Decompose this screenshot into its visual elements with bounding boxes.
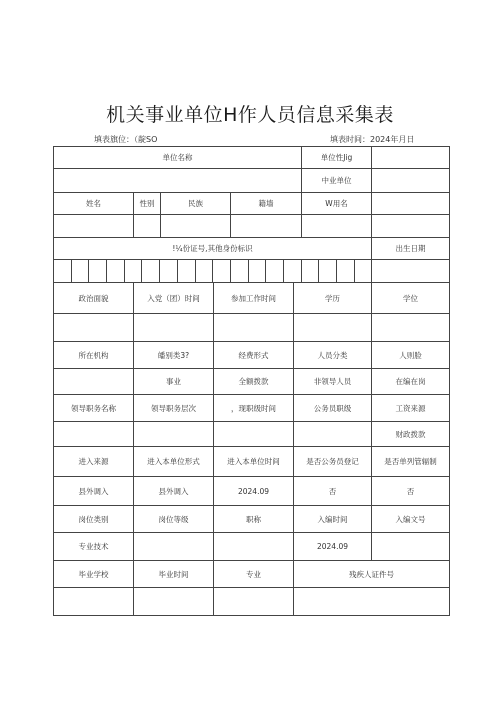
form-row-entry-values	[54, 477, 449, 506]
funding-value: 全额拨款	[214, 369, 294, 394]
public-unit-value: 中业单位	[302, 169, 372, 192]
form-row-political-headers	[54, 283, 449, 314]
leader-post-level-field[interactable]	[134, 422, 214, 446]
form-row-political-values	[54, 314, 449, 342]
id-digit-box[interactable]	[196, 260, 214, 282]
birth-date-field[interactable]	[372, 260, 449, 282]
name-field[interactable]	[54, 215, 134, 237]
degree-label: 学位	[403, 293, 418, 303]
form-row-institution-values	[54, 369, 449, 395]
title-field[interactable]	[214, 533, 294, 560]
education-label: 学历	[294, 283, 372, 313]
id-digit-box[interactable]	[231, 260, 249, 282]
work-start-time-field[interactable]	[214, 314, 294, 341]
form-row-unit-value	[54, 169, 449, 193]
id-digit-box[interactable]	[89, 260, 107, 282]
personnel-category-label: 人员分类	[294, 342, 372, 368]
gender-label: 性别	[134, 193, 161, 214]
salary-value: 财政拨款	[395, 429, 426, 439]
form-row-post-values	[54, 533, 449, 561]
enrollment-time-value: 2024.09	[294, 533, 372, 560]
personnel-value: 非领导人员	[294, 369, 372, 394]
institution-label: 所在机构	[54, 342, 134, 368]
id-digit-box[interactable]	[72, 260, 90, 282]
leader-post-level-label: 领导职务层次	[134, 395, 214, 421]
registered-value: 否	[294, 477, 372, 505]
id-digit-box[interactable]	[213, 260, 231, 282]
degree-field[interactable]	[372, 314, 449, 341]
leader-post-name-field[interactable]	[54, 422, 134, 446]
entry-source-label: 进入来源	[54, 447, 134, 476]
status-value: 在编在岗	[395, 377, 426, 386]
ethnicity-field[interactable]	[161, 215, 231, 237]
civil-servant-rank-field[interactable]	[294, 422, 372, 446]
enrollment-time-label: 入编时间	[294, 506, 372, 532]
education-field[interactable]	[294, 314, 372, 341]
institution-value: 事业	[134, 369, 214, 394]
info-form-table	[53, 146, 450, 616]
political-status-label: 政治面貌	[54, 283, 134, 313]
id-digit-box[interactable]	[249, 260, 267, 282]
current-level-time-field[interactable]	[214, 422, 294, 446]
native-place-label: 籍墙	[231, 193, 302, 214]
post-level-label: 岗位等级	[134, 506, 214, 532]
id-digit-box[interactable]	[320, 260, 338, 282]
work-start-time-label: 参加工作时间	[214, 283, 294, 313]
post-category-label: 岗位类别	[54, 506, 134, 532]
id-digit-box[interactable]	[54, 260, 72, 282]
form-row-school-headers	[54, 561, 449, 588]
form-row-leadership-headers	[54, 395, 449, 422]
separate-value: 否	[406, 486, 415, 496]
civil-servant-registered-label: 是否公务员登记	[294, 447, 372, 476]
institution-field[interactable]	[54, 369, 134, 394]
form-row-unit	[54, 147, 449, 169]
unit-fill-label: 填表旗位：（靛SO	[94, 135, 158, 144]
graduation-time-label: 毕业时间	[134, 561, 214, 587]
title-label: 职称	[214, 506, 294, 532]
id-digit-box[interactable]	[125, 260, 143, 282]
used-name-field[interactable]	[302, 215, 372, 237]
disability-cert-field[interactable]	[294, 588, 449, 616]
entry-time-value: 2024.09	[214, 477, 294, 505]
id-digit-box[interactable]	[355, 260, 372, 282]
form-row-leadership-values	[54, 422, 449, 447]
name-label: 姓名	[54, 193, 134, 214]
school-label: 毕业学校	[54, 561, 134, 587]
entry-source-value: 县外调入	[54, 477, 134, 505]
enrollment-doc-label: 入编文号	[395, 514, 426, 524]
native-place-field[interactable]	[231, 215, 302, 237]
major-field[interactable]	[214, 588, 294, 616]
id-digit-box[interactable]	[337, 260, 354, 282]
separate-management-label: 是否单列管辐制	[384, 457, 437, 466]
leader-post-name-label: 领导职务名称	[54, 395, 134, 421]
entry-form-value: 县外调入	[134, 477, 214, 505]
entry-form-label: 进入本单位形式	[134, 447, 214, 476]
civil-servant-rank-label: 公务员职级	[294, 395, 372, 421]
current-level-time-label: ，现职级时间	[214, 395, 294, 421]
form-row-school-values	[54, 588, 449, 616]
staff-status-label: 人则脸	[399, 350, 422, 360]
id-digit-box[interactable]	[284, 260, 302, 282]
party-join-time-field[interactable]	[134, 314, 214, 341]
disability-cert-label: 残疾人证件号	[349, 569, 394, 579]
id-number-label: !¼份证号,其他身份标识	[54, 238, 372, 259]
id-digit-box[interactable]	[178, 260, 196, 282]
post-level-field[interactable]	[134, 533, 214, 560]
id-digit-box[interactable]	[143, 260, 161, 282]
id-digit-box[interactable]	[107, 260, 125, 282]
form-row-name-headers	[54, 193, 449, 215]
unit-nature-label: 单位性Jig	[302, 147, 372, 168]
form-row-id-values	[54, 260, 449, 283]
date-fill-label: 填表时间：2024年月日	[330, 135, 415, 144]
staff-type-label: 皤别类3?	[134, 342, 214, 368]
birth-date-label: 出生日期	[395, 244, 426, 253]
form-row-id-headers	[54, 238, 449, 260]
photo-area	[372, 169, 449, 192]
major-label: 专业	[214, 561, 294, 587]
funding-form-label: 经费形式	[214, 342, 294, 368]
professional-tech-value: 专业技术	[54, 533, 134, 560]
used-name-label: W用名	[302, 193, 372, 214]
ethnicity-label: 民族	[161, 193, 231, 214]
page-title: 机关事业单位H作人员信息采集表	[106, 104, 394, 126]
unit-nature-field[interactable]	[372, 147, 449, 168]
political-status-field[interactable]	[54, 314, 134, 341]
id-digit-box[interactable]	[266, 260, 284, 282]
school-field[interactable]	[54, 588, 134, 616]
party-join-time-label: 入党（团）时间	[134, 283, 214, 313]
unit-name-field[interactable]	[54, 169, 302, 192]
gender-field[interactable]	[134, 215, 161, 237]
form-row-name-values	[54, 215, 449, 238]
graduation-time-field[interactable]	[134, 588, 214, 616]
enrollment-doc-field[interactable]	[372, 533, 449, 560]
salary-source-label: 工资来源	[395, 403, 426, 413]
form-row-institution-headers	[54, 342, 449, 369]
id-digit-box[interactable]	[160, 260, 178, 282]
form-row-post-headers	[54, 506, 449, 533]
id-digit-box[interactable]	[302, 260, 320, 282]
form-row-entry-headers	[54, 447, 449, 477]
entry-time-label: 进入本单位时间	[214, 447, 294, 476]
unit-name-label: 单位名称	[54, 147, 302, 168]
